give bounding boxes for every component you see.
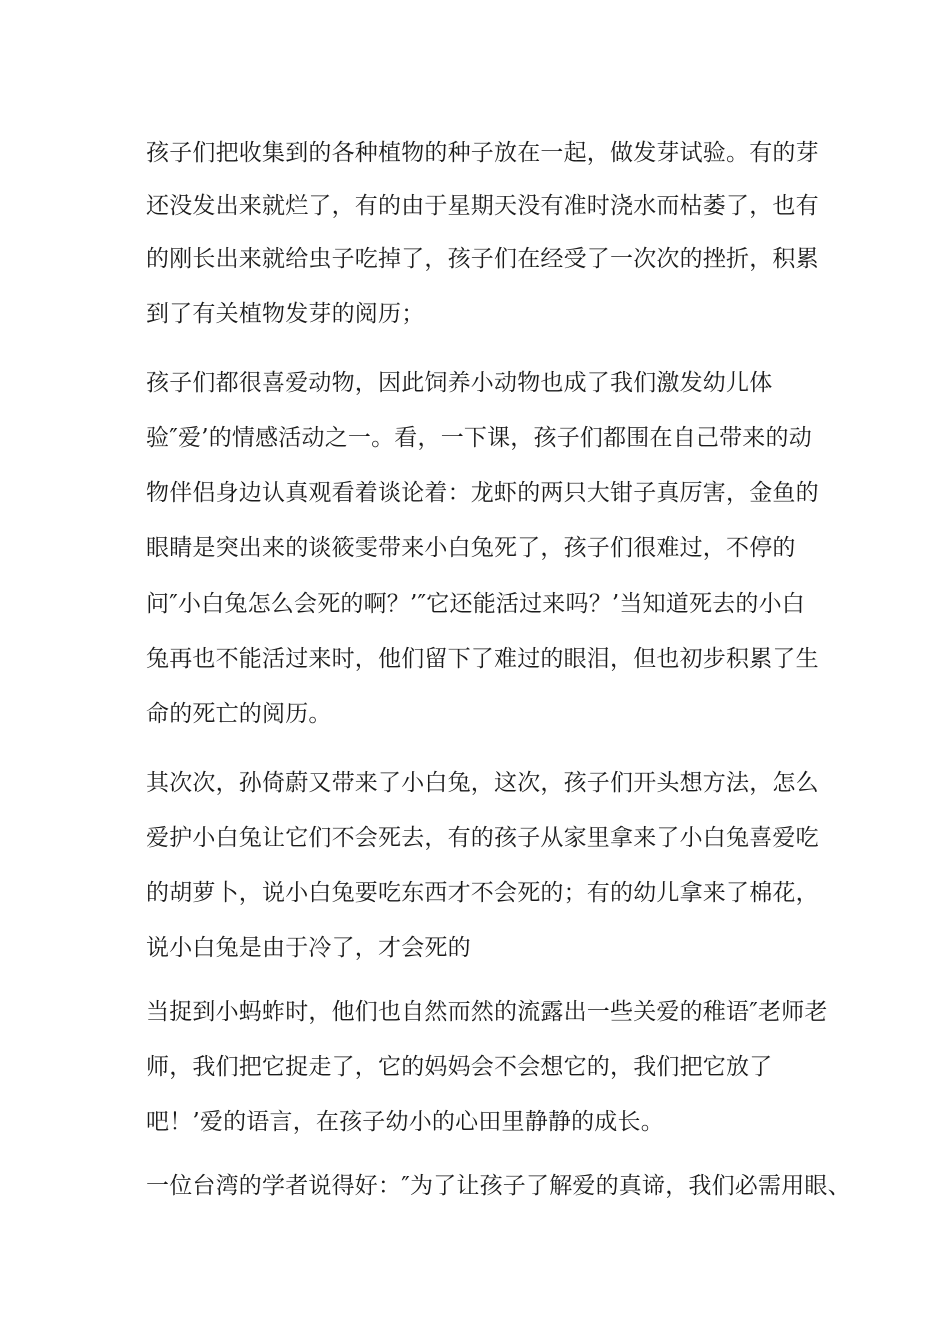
text-line-5: 孩子们都很喜爱动物，因此饲养小动物也成了我们激发幼儿体 bbox=[146, 370, 773, 396]
text-line-4: 到了有关植物发芽的阅历； bbox=[146, 301, 425, 327]
text-line-10: 兔再也不能活过来时，他们留下了难过的眼泪，但也初步积累了生 bbox=[146, 646, 819, 672]
text-line-15: 说小白兔是由于冷了，才会死的 bbox=[146, 935, 471, 961]
text-line-19: 一位台湾的学者说得好：″为了让孩子了解爱的真谛，我们必需用眼、 bbox=[146, 1173, 851, 1199]
text-line-2: 还没发出来就烂了，有的由于星期天没有准时浇水而枯萎了，也有 bbox=[146, 193, 819, 219]
text-line-11: 命的死亡的阅历。 bbox=[146, 701, 332, 727]
text-line-9: 问″小白兔怎么会死的啊？’″它还能活过来吗？’当知道死去的小白 bbox=[146, 591, 806, 617]
text-line-7: 物伴侣身边认真观看着谈论着：龙虾的两只大钳子真厉害，金鱼的 bbox=[146, 480, 819, 506]
text-line-12: 其次次，孙倚蔚又带来了小白兔，这次，孩子们开头想方法，怎么 bbox=[146, 770, 819, 796]
text-line-3: 的刚长出来就给虫子吃掉了，孩子们在经受了一次次的挫折，积累 bbox=[146, 246, 819, 272]
text-line-14: 的胡萝卜，说小白兔要吃东西才不会死的；有的幼儿拿来了棉花， bbox=[146, 880, 819, 906]
text-line-13: 爱护小白兔让它们不会死去，有的孩子从家里拿来了小白兔喜爱吃 bbox=[146, 825, 819, 851]
text-line-18: 吧！’爱的语言，在孩子幼小的心田里静静的成长。 bbox=[146, 1109, 664, 1135]
text-line-8: 眼睛是突出来的谈筱雯带来小白兔死了，孩子们很难过，不停的 bbox=[146, 535, 796, 561]
text-line-6: 验″爱’的情感活动之一。看，一下课，孩子们都围在自己带来的动 bbox=[146, 425, 812, 451]
text-line-1: 孩子们把收集到的各种植物的种子放在一起，做发芽试验。有的芽 bbox=[146, 140, 819, 166]
text-line-17: 师，我们把它捉走了，它的妈妈会不会想它的，我们把它放了 bbox=[146, 1054, 773, 1080]
text-line-16: 当捉到小蚂蚱时，他们也自然而然的流露出一些关爱的稚语″老师老 bbox=[146, 999, 828, 1025]
